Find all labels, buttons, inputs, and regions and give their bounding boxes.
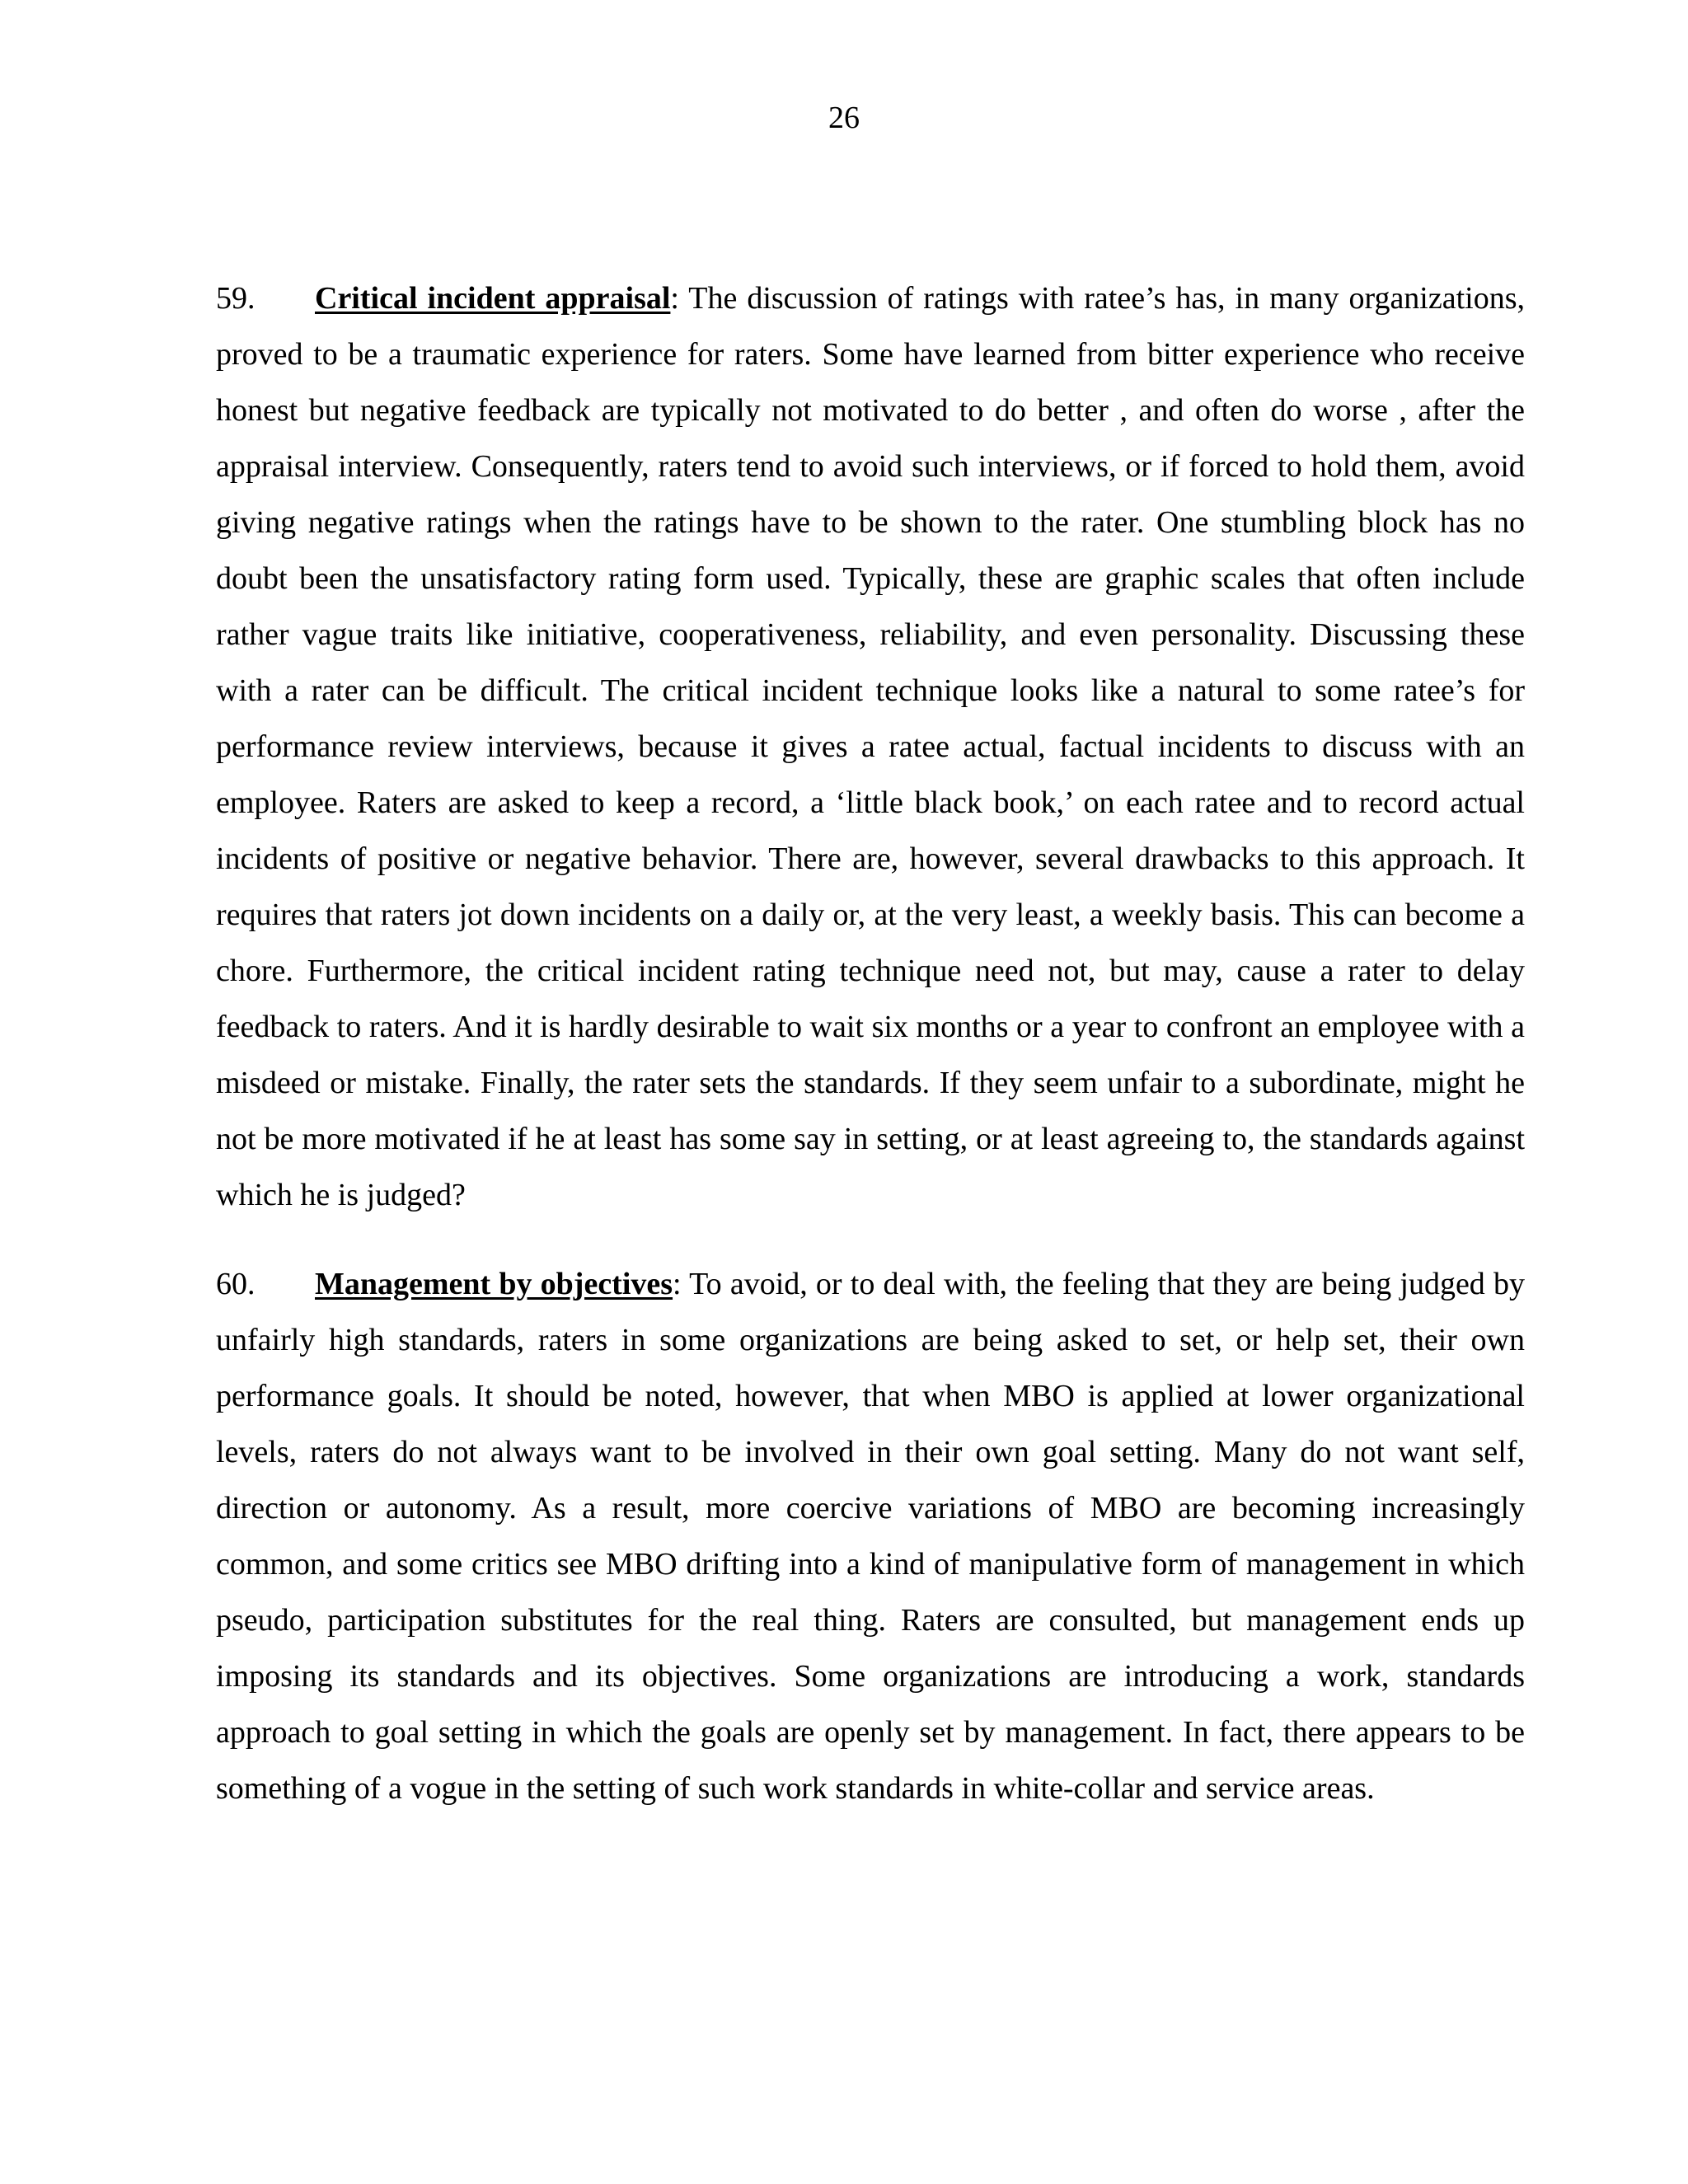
document-body bbox=[216, 270, 1525, 1816]
paragraph-text: : To avoid, or to deal with, the feeling that they are being judged by unfairly high standards, raters in some organizations are being asked to set, or help set, their own performance goals. It should be noted, however, that when MBO is applied at lower organizational levels, raters do not always want to be involved in their own goal setting. Many do not want self, direction or autonomy. As a result, more coercive variations of MBO are becoming increasingly common, and some critics see MBO drifting into a kind of manipulative form of management in which pseudo, participation substitutes for the real thing. Raters are consulted, but management ends up imposing its standards and its objectives. Some organizations are introducing a work, standards approach to goal setting in which the goals are openly set by management. In fact, there appears to be something of a vogue in the setting of such work standards in white-collar and service areas. bbox=[216, 1267, 1525, 1806]
paragraph-text: : The discussion of ratings with ratee’s has, in many organizations, proved to be a traumatic experience for raters. Some have learned from bitter experience who receive honest but negative feedback are typically not motivated to do better , and often do worse , after the appraisal interview. Consequently, raters tend to avoid such interviews, or if forced to hold them, avoid giving negative ratings when the ratings have to be shown to the rater. One stumbling block has no doubt been the unsatisfactory rating form used. Typically, these are graphic scales that often include rather vague traits like initiative, cooperativeness, reliability, and even personality. Discussing these with a rater can be difficult. The critical incident technique looks like a natural to some ratee’s for performance review interviews, because it gives a ratee actual, factual incidents to discuss with an employee. Raters are asked to keep a record, a ‘little black book,’ on each ratee and to record actual incidents of positive or negative behavior. There are, however, several drawbacks to this approach. It requires that raters jot down incidents on a daily or, at the very least, a weekly basis. This can become a chore. Furthermore, the critical incident rating technique need not, but may, cause a rater to delay feedback to raters. And it is hardly desirable to wait six months or a year to confront an employee with a misdeed or mistake. Finally, the rater sets the standards. If they seem unfair to a subordinate, might he not be more motivated if he at least has some say in setting, or at least agreeing to, the standards against which he is judged? bbox=[216, 281, 1526, 1212]
paragraph-number: 59. bbox=[216, 281, 256, 316]
page-number: 26 bbox=[828, 101, 860, 135]
paragraph-heading: Management by objectives bbox=[315, 1267, 673, 1301]
paragraph-heading: Critical incident appraisal bbox=[315, 281, 671, 316]
paragraph-60 bbox=[216, 1256, 1525, 1816]
paragraph-number: 60. bbox=[216, 1267, 256, 1301]
paragraph-59 bbox=[216, 270, 1525, 1223]
